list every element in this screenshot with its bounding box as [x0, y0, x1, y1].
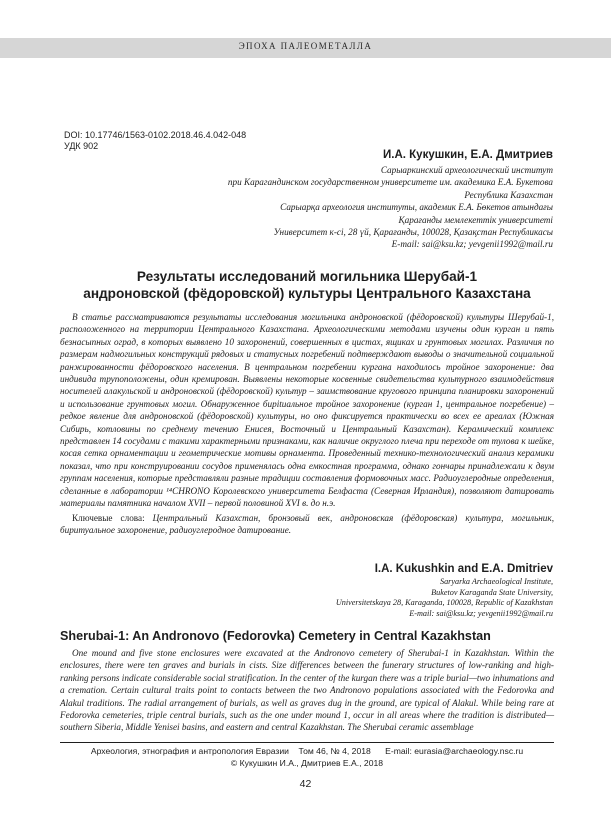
ru-affiliation — [113, 164, 553, 251]
ru-abstract: В статье рассматриваются результаты исследования могильника андроновской (фёдоровской) культуры Шерубай-1, расположенного на территории Центрального Казахстана. Археологическими методами изучены один курган и пять безнасыпных оград, в которых выявлено 10 захоронений, совершенных в цистах, ящиках и грунтовых могилах. Различия по размерам надмогильных конструкций рядовых и статусных погребений подтверждают выводы о значительной социальной ранжированности фёдоровского населения. В центральном погребении кургана находилось тройное захоронение: два индивида трупоположены, один кремирован. Выявлены некоторые косвенные свидетельства культурного взаимодействия носителей алакульской и андроновской (фёдоровской) культур – заимствование кругового принципа планировки захоронений и использование грунтовых могил. Обнаруженное бирituальное тройное захоронение (курган 1, центральное погребение) – редкое явление для андроновской (фёдоровской) культуры, но оно фиксируется практически во всех ее ареалах (Южная Сибирь, котловины по среднему течению Енисея, Восточный и Центральный Казахстан). Керамический комплекс представлен 14 сосудами с такими характерными признаками, как наличие округлого плеча при переходе от тулова к шейке, косая сетка орнаментации и геометрические мотивы орнамента. Проведенный технико-технологический анализ керамики показал, что при конструировании сосудов применялась одна емкостная программа, однако гончары принадлежали к двум группам населения, которые представляли разные традиции составления формовочных масс. Радиоуглеродные определения, сделанные в лаборатории ¹⁴CHRONO Королевского университета Белфаста (Северная Ирландия), позволяют датировать материалы памятника началом XVII – первой половиной XVI в. до н.э. — [60, 312, 554, 509]
journal-name: Археология, этнография и антропология Евразии — [90, 746, 289, 756]
section-title: ЭПОХА ПАЛЕОМЕТАЛЛА — [238, 41, 373, 51]
footer-divider — [60, 742, 554, 743]
en-affiliation-line: E-mail: sai@ksu.kz; yevgenii1992@mail.ru — [409, 608, 553, 618]
ru-affiliation-line: Сарыаркинский археологический институт — [380, 165, 553, 175]
journal-email: E-mail: eurasia@archaeology.nsc.ru — [385, 746, 524, 756]
en-abstract: One mound and five stone enclosures were excavated at the Andronovo cemetery of Sherubai-1 in Kazakhstan. Within the enclosures, there were ten graves and burials in cists. Size differences between the funerary structures of low-ranking and high-ranking persons indicate considerable social stratification. In the center of the kurgan there was a triple burial—two inhumations and a cremation. Certain cultural traits point to contacts between the two Andronovo populations associated with the Fedorovka and Alakul traditions. The radial arrangement of burials, as well as graves dug in the ground, are typical of Alakul. While being rare at Fedorovka cemeteries, triple central burials, such as the one under mound 1, occur in all areas where the tradition is distributed—southern Siberia, Middle Yenisei basins, and eastern and central Kazakhstan. The Sherubai ceramic assemblage — [60, 648, 554, 733]
udk: УДК 902 — [64, 141, 99, 151]
ru-title — [60, 268, 554, 302]
footer-journal-info — [60, 745, 554, 757]
ru-title-line: Результаты исследований могильника Шерубай-1 — [136, 269, 478, 284]
journal-volume: Том 46, № 4, 2018 — [298, 746, 371, 756]
ru-affiliation-line: Университет к-сі, 28 үй, Қарағанды, 100028, Қазақстан Республикасы — [273, 227, 553, 238]
page-number: 42 — [299, 778, 312, 790]
keywords-label: Ключевые слова: — [72, 513, 145, 523]
ru-title-line: андроновской (фёдоровской) культуры Центрального Казахстана — [83, 286, 531, 301]
ru-keywords — [60, 512, 554, 537]
en-affiliation-line: Universitetskaya 28, Karaganda, 100028, Republic of Kazakhstan — [335, 598, 553, 608]
en-affiliation-line: Buketov Karaganda State University, — [431, 587, 553, 597]
doi: DOI: 10.17746/1563-0102.2018.46.4.042-048 — [64, 130, 247, 140]
ru-affiliation-line: Сарыарқа археология институты, академик Е.А. Бөкетов атындағы — [280, 202, 553, 213]
en-affiliation — [253, 577, 553, 619]
ru-affiliation-line: Қарағанды мемлекеттік университеті — [398, 214, 553, 225]
keywords-list: Центральный Казахстан, бронзовый век, андроновская (фёдоровская) культура, могильник, биритуальное захоронение, радиоуглеродное датирование. — [60, 513, 554, 536]
ru-authors: И.А. Кукушкин, Е.А. Дмитриев — [383, 149, 553, 161]
ru-affiliation-line: Республика Казахстан — [464, 189, 553, 200]
ru-affiliation-line: E-mail: sai@ksu.kz; yevgenii1992@mail.ru — [391, 239, 553, 250]
en-authors: I.A. Kukushkin and E.A. Dmitriev — [374, 563, 553, 575]
en-affiliation-line: Saryarka Archaeological Institute, — [439, 577, 553, 586]
en-title: Sherubai-1: An Andronovo (Fedorovka) Cemetery in Central Kazakhstan — [60, 629, 491, 643]
ru-affiliation-line: при Карагандинском государственном университете им. академика Е.А. Букетова — [227, 177, 553, 188]
copyright: © Кукушкин И.А., Дмитриев Е.А., 2018 — [230, 758, 384, 768]
